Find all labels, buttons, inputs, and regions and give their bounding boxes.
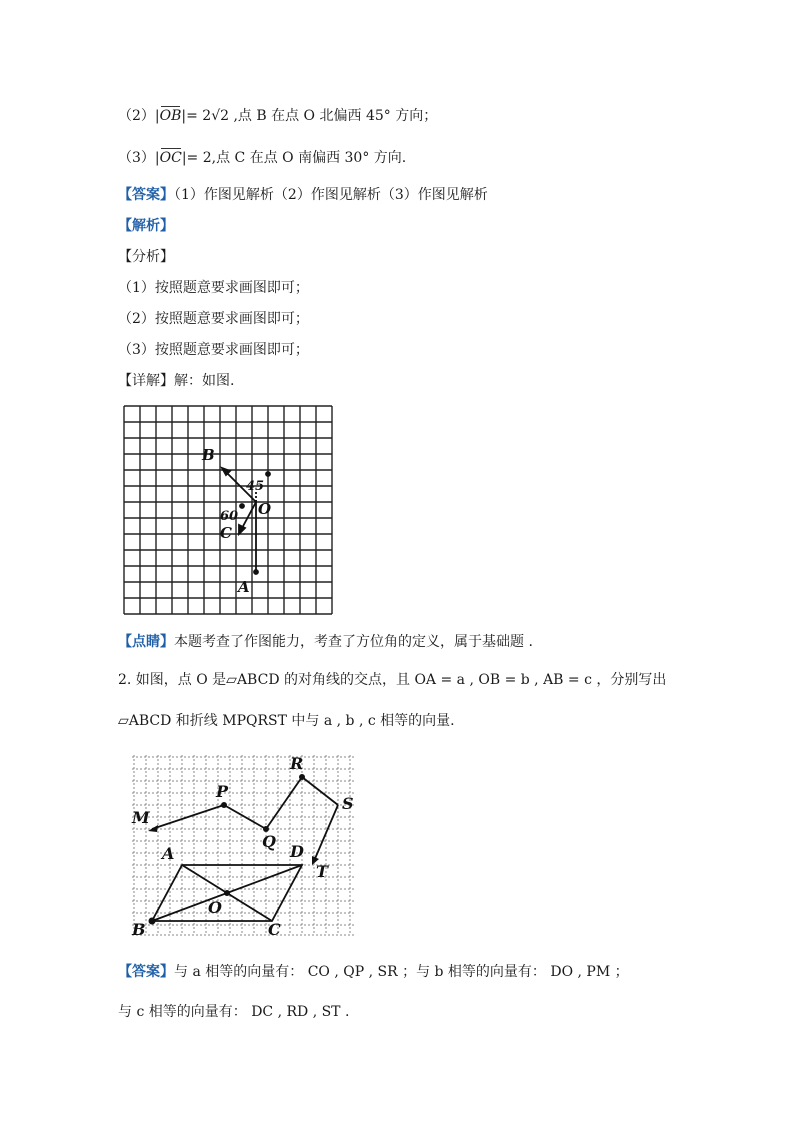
analysis-sub-tag: 【分析】 (118, 249, 174, 265)
answer-1 (118, 185, 488, 205)
step-2: （2）按照题意要求画图即可； (118, 311, 309, 327)
segment-qr (266, 777, 302, 829)
item-text: |= 2√2 ,点 B 在点 O 北偏西 45° 方向； (181, 108, 438, 124)
label-o: O (258, 500, 272, 518)
analysis-tag: 【解析】 (118, 218, 174, 234)
answer-2-line-1 (118, 962, 629, 982)
detail-tag: 【详解】 (118, 373, 174, 389)
item-prefix: （3）| (118, 150, 160, 166)
analysis-sub-heading (118, 247, 174, 267)
point-r (299, 774, 305, 780)
arrow-c (239, 525, 245, 534)
detail-text: 解：如图. (174, 373, 235, 389)
q2-line-1: 2. 如图，点 O 是▱ABCD 的对角线的交点，且 OA = a , OB = b , AB = c ，分别写出 (118, 672, 667, 688)
label-m: M (132, 808, 150, 827)
answer-text: （1）作图见解析（2）作图见解析（3）作图见解析 (174, 187, 488, 203)
label-b2: B (132, 920, 146, 937)
angle-dot (266, 472, 270, 476)
comment-text: 本题考查了作图能力，考查了方位角的定义，属于基础题 . (174, 634, 533, 650)
item-text: |= 2,点 C 在点 O 南偏西 30° 方向. (181, 150, 407, 166)
answer-tag: 【答案】 (118, 187, 174, 203)
label-t: T (316, 862, 328, 881)
item-prefix: （2）| (118, 108, 160, 124)
label-d: D (290, 842, 304, 861)
comment (118, 632, 533, 652)
label-o2: O (208, 898, 222, 917)
vector-ob: OB (159, 108, 182, 124)
point-o (224, 890, 230, 896)
detail (118, 371, 234, 391)
point-a-dot (254, 570, 258, 574)
figure-1-svg (122, 404, 334, 616)
step-3: （3）按照题意要求画图即可； (118, 342, 309, 358)
answer-2-line-2: 与 c 相等的向量有： DC , RD , ST . (118, 1004, 350, 1020)
comment-tag: 【点睛】 (118, 634, 174, 650)
label-angle-45: 45 (246, 479, 265, 494)
label-angle-60: 60 (220, 509, 239, 524)
answer2-tag: 【答案】 (118, 964, 174, 980)
answer2-part1: 与 a 相等的向量有： CO , QP , SR ；与 b 相等的向量有： DO , PM ； (174, 964, 629, 980)
point-p (221, 802, 227, 808)
figure-2-svg (130, 753, 356, 937)
label-a: A (238, 578, 250, 596)
label-c2: C (268, 920, 281, 937)
figure-1-grid (122, 404, 334, 616)
angle-dot-2 (240, 504, 244, 508)
label-p: P (216, 782, 229, 801)
q1-item-3 (118, 148, 406, 168)
step-1: （1）按照题意要求画图即可； (118, 280, 309, 296)
q2-line-2: ▱ABCD 和折线 MPQRST 中与 a , b , c 相等的向量. (118, 713, 455, 729)
label-c: C (220, 524, 232, 542)
vector-oc: OC (159, 150, 182, 166)
label-b: B (202, 446, 215, 464)
label-s: S (342, 794, 354, 813)
figure-2-grid (130, 753, 356, 937)
label-a2: A (162, 844, 175, 863)
label-q: Q (262, 832, 276, 851)
analysis-heading (118, 216, 174, 236)
q1-item-2 (118, 106, 437, 126)
label-r: R (290, 754, 304, 773)
point-b (149, 918, 156, 925)
